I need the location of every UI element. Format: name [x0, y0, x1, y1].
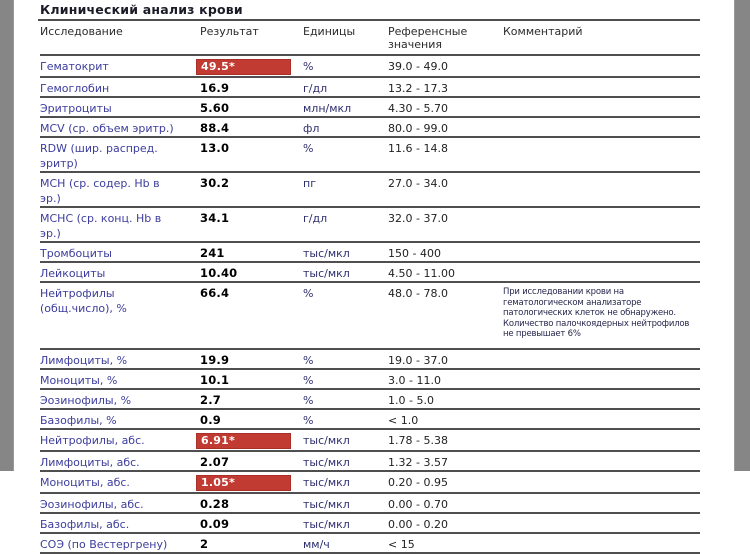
table-row: [40, 409, 700, 429]
reference-value: 1.78 - 5.38: [388, 433, 448, 447]
reference-value: 48.0 - 78.0: [388, 287, 448, 300]
reference-cell: [388, 493, 503, 513]
result-cell: [200, 429, 303, 451]
reference-value: 4.50 - 11.00: [388, 267, 455, 280]
right-gutter: [734, 0, 750, 471]
result-cell: [200, 493, 303, 513]
result-cell: [200, 242, 303, 262]
result-cell: [200, 389, 303, 409]
result-value: 1.05*: [196, 475, 291, 491]
table-row: [40, 137, 700, 172]
table-row: [40, 262, 700, 282]
units-cell: [303, 77, 388, 97]
table-row: [40, 471, 700, 493]
reference-cell: [388, 207, 503, 242]
units-value: %: [303, 373, 314, 387]
comment-text: [503, 412, 700, 414]
comment-text: [503, 516, 700, 518]
table-row: [40, 172, 700, 207]
test-name-cell: [40, 513, 200, 533]
units-value: тыс/мкл: [303, 267, 350, 280]
units-cell: [303, 137, 388, 172]
result-value: 10.1: [200, 372, 230, 387]
result-value: 2.07: [200, 454, 230, 469]
units-cell: [303, 409, 388, 429]
result-value: 241: [200, 246, 225, 260]
comment-text: [503, 372, 700, 374]
column-header-comment: Комментарий: [503, 21, 700, 55]
table-row: [40, 117, 700, 137]
result-value: 66.4: [200, 286, 230, 300]
comment-cell: [503, 137, 700, 172]
result-cell: [200, 409, 303, 429]
result-value: 34.1: [200, 211, 230, 225]
result-cell: [200, 207, 303, 242]
test-name: MCV (ср. объем эритр.): [40, 122, 174, 135]
table-row: [40, 242, 700, 262]
result-value: 88.4: [200, 121, 230, 135]
units-value: млн/мкл: [303, 102, 352, 115]
table-row: [40, 207, 700, 242]
result-value: 16.9: [200, 81, 230, 95]
result-value: 0.9: [200, 412, 221, 427]
comment-text: [503, 265, 700, 267]
result-value: 2.7: [200, 392, 221, 407]
result-value: 0.28: [200, 496, 230, 511]
units-cell: [303, 493, 388, 513]
result-cell: [200, 172, 303, 207]
reference-value: 39.0 - 49.0: [388, 60, 448, 73]
result-cell: [200, 262, 303, 282]
result-value: 30.2: [200, 176, 230, 190]
test-name: Лейкоциты: [40, 267, 106, 280]
result-cell: [200, 77, 303, 97]
reference-cell: [388, 282, 503, 349]
test-name: RDW (шир. распред. эритр): [40, 142, 158, 170]
units-cell: [303, 172, 388, 207]
test-name-cell: [40, 137, 200, 172]
comment-cell: [503, 389, 700, 409]
test-name: Гематокрит: [40, 60, 109, 73]
header-row: [40, 21, 700, 55]
test-name-cell: [40, 77, 200, 97]
reference-cell: [388, 172, 503, 207]
column-header-test: Исследование: [40, 21, 200, 55]
result-cell: [200, 97, 303, 117]
column-header-units: Единицы: [303, 21, 388, 55]
test-name: Эозинофилы, абс.: [40, 497, 144, 511]
result-cell: [200, 349, 303, 369]
table-row: [40, 451, 700, 471]
test-name-cell: [40, 493, 200, 513]
result-value: 49.5*: [196, 59, 291, 75]
left-gutter: [0, 0, 14, 471]
comment-cell: [503, 242, 700, 262]
test-name-cell: [40, 533, 200, 553]
test-name: Тромбоциты: [40, 247, 112, 260]
table-row: [40, 513, 700, 533]
reference-cell: [388, 389, 503, 409]
reference-cell: [388, 533, 503, 553]
units-value: тыс/мкл: [303, 497, 350, 511]
test-name: Нейтрофилы, абс.: [40, 433, 145, 447]
result-cell: [200, 282, 303, 349]
result-value: 13.0: [200, 141, 230, 155]
comment-cell: [503, 207, 700, 242]
test-name-cell: [40, 429, 200, 451]
units-value: %: [303, 393, 314, 407]
reference-cell: [388, 513, 503, 533]
comment-cell: [503, 429, 700, 451]
test-name-cell: [40, 207, 200, 242]
units-value: %: [303, 353, 314, 367]
units-cell: [303, 451, 388, 471]
test-name: Лимфоциты, %: [40, 353, 128, 367]
comment-cell: [503, 451, 700, 471]
table-row: [40, 55, 700, 77]
result-value: 10.40: [200, 266, 238, 280]
comment-text: [503, 120, 700, 122]
units-value: тыс/мкл: [303, 433, 350, 447]
comment-text: [503, 474, 700, 476]
comment-text: [503, 58, 700, 60]
reference-cell: [388, 369, 503, 389]
reference-value: 27.0 - 34.0: [388, 177, 448, 190]
units-value: %: [303, 60, 314, 73]
reference-value: < 1.0: [388, 413, 419, 427]
comment-cell: [503, 97, 700, 117]
result-cell: [200, 117, 303, 137]
units-value: фл: [303, 122, 320, 135]
units-value: %: [303, 287, 314, 300]
reference-cell: [388, 117, 503, 137]
result-cell: [200, 55, 303, 77]
table-row: [40, 77, 700, 97]
test-name-cell: [40, 409, 200, 429]
units-cell: [303, 369, 388, 389]
comment-text: [503, 100, 700, 102]
reference-cell: [388, 97, 503, 117]
units-value: мм/ч: [303, 537, 330, 551]
test-name: Моноциты, абс.: [40, 475, 130, 489]
comment-text: [503, 432, 700, 434]
units-value: тыс/мкл: [303, 247, 350, 260]
results-tbody: [40, 55, 700, 553]
units-cell: [303, 117, 388, 137]
comment-cell: [503, 172, 700, 207]
table-row: [40, 282, 700, 349]
test-name: MCHC (ср. конц. Hb в эр.): [40, 212, 162, 240]
result-value: 19.9: [200, 352, 230, 367]
reference-value: 11.6 - 14.8: [388, 142, 448, 155]
units-value: г/дл: [303, 212, 328, 225]
units-cell: [303, 429, 388, 451]
units-cell: [303, 207, 388, 242]
units-cell: [303, 471, 388, 493]
test-name-cell: [40, 262, 200, 282]
units-value: %: [303, 413, 314, 427]
result-value: 5.60: [200, 101, 230, 115]
table-header: [40, 21, 700, 55]
reference-value: 13.2 - 17.3: [388, 82, 448, 95]
table-row: [40, 493, 700, 513]
reference-cell: [388, 349, 503, 369]
units-value: %: [303, 142, 314, 155]
test-name: Гемоглобин: [40, 82, 110, 95]
comment-text: [503, 175, 700, 177]
units-cell: [303, 533, 388, 553]
comment-text: [503, 80, 700, 82]
test-name: СОЭ (по Вестергрену): [40, 537, 168, 551]
test-name-cell: [40, 117, 200, 137]
table-row: [40, 369, 700, 389]
test-name-cell: [40, 349, 200, 369]
reference-cell: [388, 137, 503, 172]
test-name-cell: [40, 55, 200, 77]
units-cell: [303, 349, 388, 369]
table-row: [40, 97, 700, 117]
units-value: тыс/мкл: [303, 517, 350, 531]
reference-cell: [388, 242, 503, 262]
comment-cell: [503, 493, 700, 513]
test-name-cell: [40, 282, 200, 349]
comment-text: При исследовании крови на гематологическом анализаторе патологических клеток не обнаружено. Количество палочкоядерных нейтрофилов не превышает 6%: [503, 287, 690, 339]
table-row: [40, 389, 700, 409]
comment-cell: [503, 409, 700, 429]
reference-cell: [388, 409, 503, 429]
comment-text: [503, 454, 700, 456]
reference-value: 150 - 400: [388, 247, 441, 260]
units-cell: [303, 282, 388, 349]
reference-value: 0.00 - 0.20: [388, 517, 448, 531]
units-value: тыс/мкл: [303, 475, 350, 489]
comment-cell: [503, 262, 700, 282]
test-name-cell: [40, 242, 200, 262]
result-cell: [200, 513, 303, 533]
reference-cell: [388, 77, 503, 97]
results-table: [40, 21, 700, 554]
reference-cell: [388, 429, 503, 451]
report-page: [14, 0, 734, 551]
reference-value: 4.30 - 5.70: [388, 102, 448, 115]
column-header-reference: Референсные значения: [388, 21, 503, 55]
result-value: 6.91*: [196, 433, 291, 449]
test-name-cell: [40, 471, 200, 493]
reference-value: 0.20 - 0.95: [388, 475, 448, 489]
comment-text: [503, 536, 700, 538]
units-cell: [303, 242, 388, 262]
result-cell: [200, 533, 303, 553]
comment-text: [503, 140, 700, 142]
comment-text: [503, 352, 700, 354]
comment-cell: [503, 77, 700, 97]
test-name-cell: [40, 172, 200, 207]
comment-cell: [503, 117, 700, 137]
comment-cell: [503, 282, 700, 349]
test-name: Базофилы, %: [40, 413, 117, 427]
comment-cell: [503, 369, 700, 389]
table-row: [40, 533, 700, 553]
reference-cell: [388, 451, 503, 471]
units-value: пг: [303, 177, 316, 190]
reference-value: 0.00 - 0.70: [388, 497, 448, 511]
result-cell: [200, 369, 303, 389]
units-cell: [303, 389, 388, 409]
reference-value: < 15: [388, 537, 415, 551]
table-row: [40, 429, 700, 451]
units-cell: [303, 513, 388, 533]
comment-cell: [503, 349, 700, 369]
column-header-result: Результат: [200, 21, 303, 55]
reference-cell: [388, 471, 503, 493]
result-cell: [200, 137, 303, 172]
units-value: г/дл: [303, 82, 328, 95]
reference-cell: [388, 55, 503, 77]
reference-value: 80.0 - 99.0: [388, 122, 448, 135]
test-name-cell: [40, 369, 200, 389]
comment-text: [503, 245, 700, 247]
test-name-cell: [40, 97, 200, 117]
units-cell: [303, 97, 388, 117]
test-name: Эозинофилы, %: [40, 393, 132, 407]
units-value: тыс/мкл: [303, 455, 350, 469]
test-name: Моноциты, %: [40, 373, 118, 387]
result-cell: [200, 471, 303, 493]
comment-text: [503, 392, 700, 394]
reference-value: 3.0 - 11.0: [388, 373, 441, 387]
comment-cell: [503, 513, 700, 533]
reference-value: 1.32 - 3.57: [388, 455, 448, 469]
test-name: Базофилы, абс.: [40, 517, 130, 531]
test-name-cell: [40, 451, 200, 471]
result-cell: [200, 451, 303, 471]
test-name: Эритроциты: [40, 102, 112, 115]
test-name-cell: [40, 389, 200, 409]
reference-cell: [388, 262, 503, 282]
units-cell: [303, 262, 388, 282]
reference-value: 1.0 - 5.0: [388, 393, 434, 407]
reference-value: 32.0 - 37.0: [388, 212, 448, 225]
test-name: Нейтрофилы (общ.число), %: [40, 287, 127, 315]
result-value: 0.09: [200, 516, 230, 531]
table-row: [40, 349, 700, 369]
result-value: 2: [200, 536, 209, 551]
comment-text: [503, 210, 700, 212]
comment-text: [503, 496, 700, 498]
reference-value: 19.0 - 37.0: [388, 353, 448, 367]
comment-cell: [503, 55, 700, 77]
page-title: Клинический анализ крови: [38, 1, 700, 21]
test-name: MCH (ср. содер. Hb в эр.): [40, 177, 160, 205]
comment-cell: [503, 471, 700, 493]
comment-cell: [503, 533, 700, 553]
units-cell: [303, 55, 388, 77]
test-name: Лимфоциты, абс.: [40, 455, 140, 469]
